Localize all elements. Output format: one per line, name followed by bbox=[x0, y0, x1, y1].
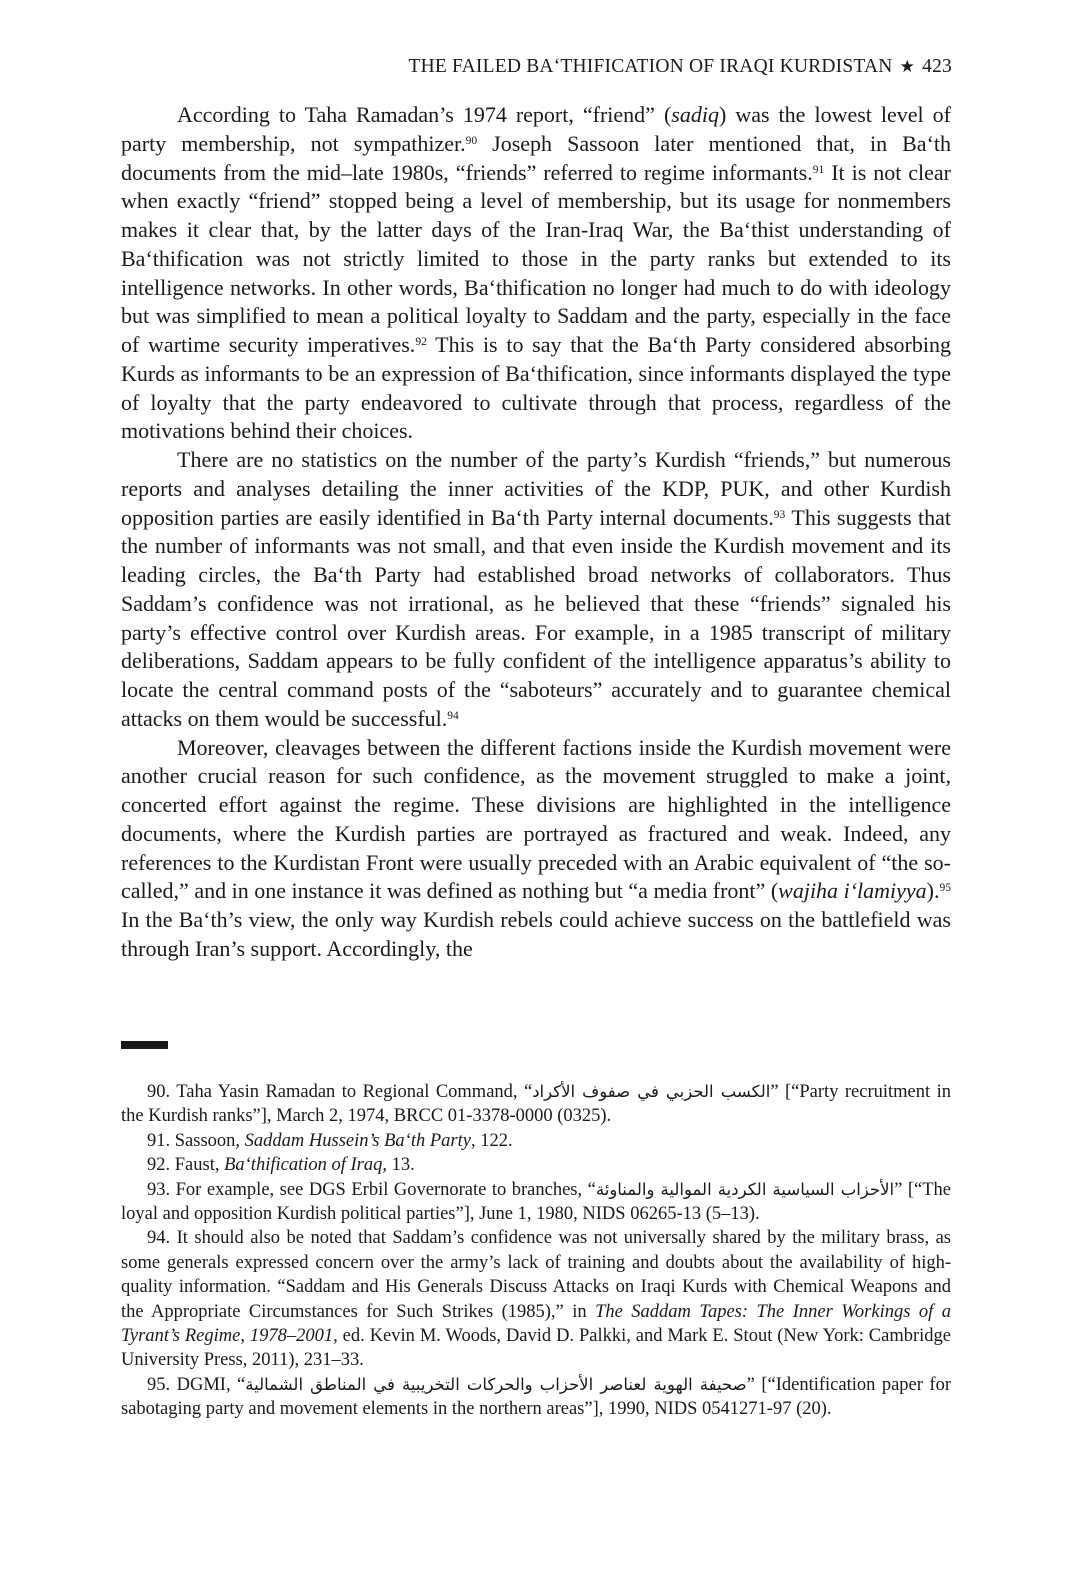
footnote-94: 94. It should also be noted that Saddam’s confidence was not universally shared by the military brass, as some generals expressed concern over the army’s lack of training and doubts about the availability of high-quality information. “Saddam and His Generals Discuss Attacks on Iraqi Kurds with Chemical Weapons and the Appropriate Circumstances for Such Strikes (1985),” in The Saddam Tapes: The Inner Workings of a Tyrant’s Regime, 1978–2001, ed. Kevin M. Woods, David D. Palkki, and Mark E. Stout (New York: Cambridge University Press, 2011), 231–33. bbox=[121, 1228, 952, 1371]
page-number: 423 bbox=[922, 56, 952, 77]
footnote-ref-95[interactable]: 95 bbox=[939, 882, 951, 895]
footnote-ref-90[interactable]: 90 bbox=[465, 134, 478, 147]
footnote-93: 93. For example, see DGS Erbil Governorate to branches, “الأحزاب السياسية الكردية الموالية والمناوئة” [“The loyal and opposition Kurdish political parties”], June 1, 1980, NIDS 06265-13 (5–13). bbox=[121, 1179, 951, 1225]
star-icon: ★ bbox=[899, 57, 916, 76]
footnote-91: 91. Sassoon, Saddam Hussein’s Ba‘th Party, 122. bbox=[147, 1130, 513, 1151]
footnote-90: 90. Taha Yasin Ramadan to Regional Command, “الكسب الحزبي في صفوف الأكراد” [“Party recruitment in the Kurdish ranks”], March 2, 1974, BRCC 01-3378-0000 (0325). bbox=[121, 1082, 951, 1127]
paragraph-3: Moreover, cleavages between the different factions inside the Kurdish movement were another crucial reason for such confidence, as the movement struggled to make a joint, concerted effort against the regime. These divisions are highlighted in the intelligence documents, where the Kurdish parties are portrayed as fractured and weak. Indeed, any references to the Kurdistan Front were usually preceded with an Arabic equivalent of “the so-called,” and in one instance it was defined as nothing but “a media front” (wajiha i‘lamiyya).$^{95}$ In the Ba‘th’s view, the only way Kurdish rebels could achieve success on the battlefield was through Iran’s support. Accordingly, the bbox=[121, 734, 951, 961]
footnote-ref-94[interactable]: 94 bbox=[447, 709, 459, 722]
footnote-ref-92[interactable]: 92 bbox=[415, 336, 427, 348]
footnote-95: 95. DGMI, “صحيفة الهوية لعناصر الأحزاب والحركات التخريبية في المناطق الشمالية” [“Identification paper for sabotaging party and movement elements in the northern areas”], 1990, NIDS 0541271-97 (20). bbox=[121, 1374, 951, 1420]
footnote-92: 92. Faust, Ba‘thification of Iraq, 13. bbox=[147, 1155, 415, 1176]
footnote-ref-91[interactable]: 91 bbox=[812, 163, 825, 176]
arabic-title: الأحزاب السياسية الكردية الموالية والمناوئة bbox=[595, 1179, 895, 1199]
running-header bbox=[408, 56, 952, 78]
footnote-ref-93[interactable]: 93 bbox=[773, 508, 786, 521]
main-text bbox=[121, 101, 951, 964]
paragraph-2: There are no statistics on the number of the party’s Kurdish “friends,” but numerous reports and analyses detailing the inner activities of the KDP, PUK, and other Kurdish opposition parties are easily identified in Ba‘th Party internal documents.$^{93}$ This suggests that the number of informants was not small, and that even inside the Kurdish movement and its leading circles, the Ba‘th Party had established broad networks of collaborators. Thus Saddam’s confidence was not irrational, as he believed that these “friends” signaled his party’s effective control over Kurdish areas. For example, in a 1985 transcript of military deliberations, Saddam appears to be fully confident of the intelligence apparatus’s ability to locate the central command posts of the “saboteurs” accurately and to guarantee chemical attacks on them would be successful.$^{94}$ bbox=[121, 447, 952, 731]
footnote-separator bbox=[121, 1041, 168, 1049]
arabic-title: صحيفة الهوية لعناصر الأحزاب والحركات التخريبية في المناطق الشمالية bbox=[245, 1374, 747, 1394]
running-header-title: THE FAILED BA‘THIFICATION OF IRAQI KURDISTAN bbox=[408, 56, 893, 77]
footnotes bbox=[121, 1080, 951, 1422]
paragraph-1: According to Taha Ramadan’s 1974 report, “friend” (sadiq) was the lowest level of party membership, not sympathizer.$^{90}$ Joseph Sassoon later mentioned that, in Ba‘th documents from the mid–late 1980s, “friends” referred to regime informants.$^{91}$ It is not clear when exactly “friend” stopped being a level of membership, but its usage for nonmembers makes it clear that, by the latter days of the Iran-Iraq War, the Ba‘thist understanding of Ba‘thification was not strictly limited to those in the party ranks but extended to its intelligence networks. In other words, Ba‘thification no longer had much to do with ideology but was simplified to mean a political loyalty to Saddam and the party, especially in the face of wartime security imperatives.$^{92}$ This is to say that the Ba‘th Party considered absorbing Kurds as informants to be an expression of Ba‘thification, since informants displayed the type of loyalty that the party endeavored to cultivate through that process, regardless of the motivations behind their choices. bbox=[121, 102, 952, 444]
arabic-title: الكسب الحزبي في صفوف الأكراد bbox=[532, 1082, 771, 1101]
